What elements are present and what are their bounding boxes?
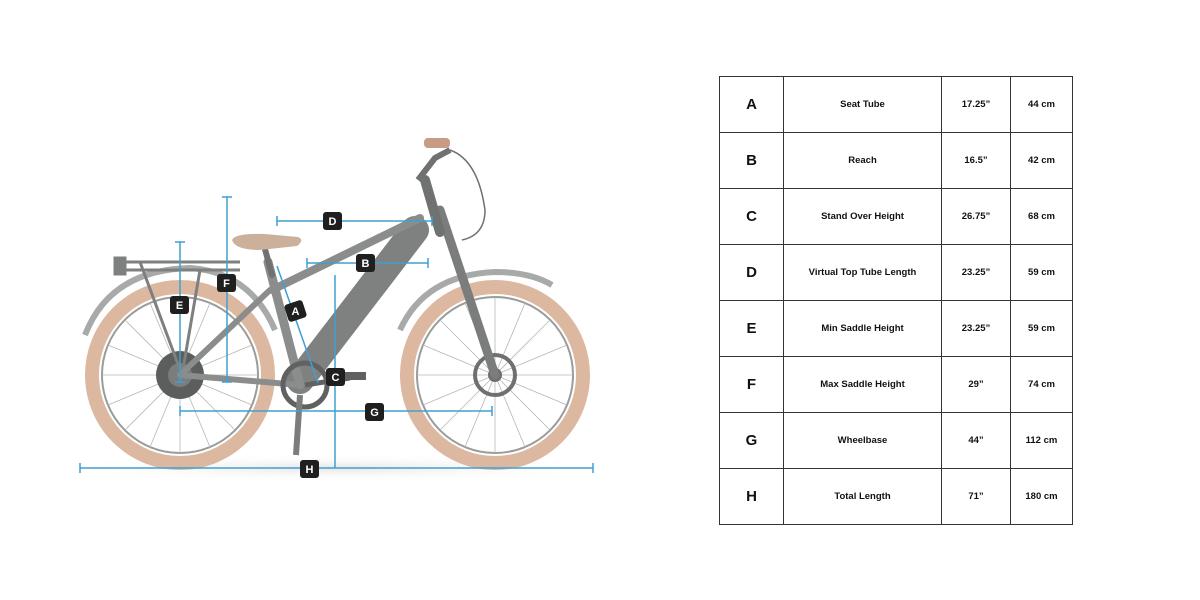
- row-inches: 23.25”: [942, 245, 1011, 301]
- row-inches: 44”: [942, 413, 1011, 469]
- row-letter: G: [720, 413, 784, 469]
- row-cm: 42 cm: [1011, 133, 1073, 189]
- row-inches: 17.25”: [942, 77, 1011, 133]
- row-measurement-name: Virtual Top Tube Length: [784, 245, 942, 301]
- table-row: [720, 245, 1073, 301]
- marker-e-label: E: [175, 300, 184, 312]
- row-letter: D: [720, 245, 784, 301]
- row-measurement-name: Reach: [784, 133, 942, 189]
- row-letter: E: [720, 301, 784, 357]
- marker-a-label: A: [291, 306, 300, 318]
- marker-c: [326, 368, 345, 386]
- marker-c-label: C: [331, 372, 340, 384]
- marker-h: [300, 460, 319, 478]
- row-inches: 16.5”: [942, 133, 1011, 189]
- row-cm: 68 cm: [1011, 189, 1073, 245]
- table-row: [720, 189, 1073, 245]
- marker-d: [323, 212, 342, 230]
- row-cm: 74 cm: [1011, 357, 1073, 413]
- row-cm: 180 cm: [1011, 469, 1073, 525]
- marker-b-label: B: [361, 258, 370, 270]
- row-measurement-name: Seat Tube: [784, 77, 942, 133]
- table-row: [720, 469, 1073, 525]
- row-letter: H: [720, 469, 784, 525]
- row-letter: F: [720, 357, 784, 413]
- marker-e: [170, 296, 189, 314]
- marker-f-label: F: [223, 278, 230, 290]
- row-measurement-name: Min Saddle Height: [784, 301, 942, 357]
- row-letter: A: [720, 77, 784, 133]
- row-cm: 112 cm: [1011, 413, 1073, 469]
- row-letter: B: [720, 133, 784, 189]
- row-inches: 71”: [942, 469, 1011, 525]
- table-row: [720, 413, 1073, 469]
- marker-g-label: G: [370, 407, 379, 419]
- row-cm: 59 cm: [1011, 245, 1073, 301]
- row-measurement-name: Max Saddle Height: [784, 357, 942, 413]
- bicycle-illustration: [85, 138, 583, 463]
- marker-d-label: D: [328, 216, 337, 228]
- kickstand: [296, 395, 300, 455]
- row-inches: 26.75”: [942, 189, 1011, 245]
- row-inches: 23.25”: [942, 301, 1011, 357]
- row-cm: 59 cm: [1011, 301, 1073, 357]
- saddle: [232, 234, 301, 250]
- table-row: [720, 301, 1073, 357]
- geometry-table: [719, 76, 1073, 525]
- row-measurement-name: Total Length: [784, 469, 942, 525]
- row-inches: 29”: [942, 357, 1011, 413]
- row-cm: 44 cm: [1011, 77, 1073, 133]
- table-row: [720, 133, 1073, 189]
- marker-f: [217, 274, 236, 292]
- marker-b: [356, 254, 375, 272]
- table-row: [720, 357, 1073, 413]
- table-row: [720, 77, 1073, 133]
- marker-g: [365, 403, 384, 421]
- row-measurement-name: Wheelbase: [784, 413, 942, 469]
- marker-h-label: H: [305, 464, 314, 476]
- row-measurement-name: Stand Over Height: [784, 189, 942, 245]
- row-letter: C: [720, 189, 784, 245]
